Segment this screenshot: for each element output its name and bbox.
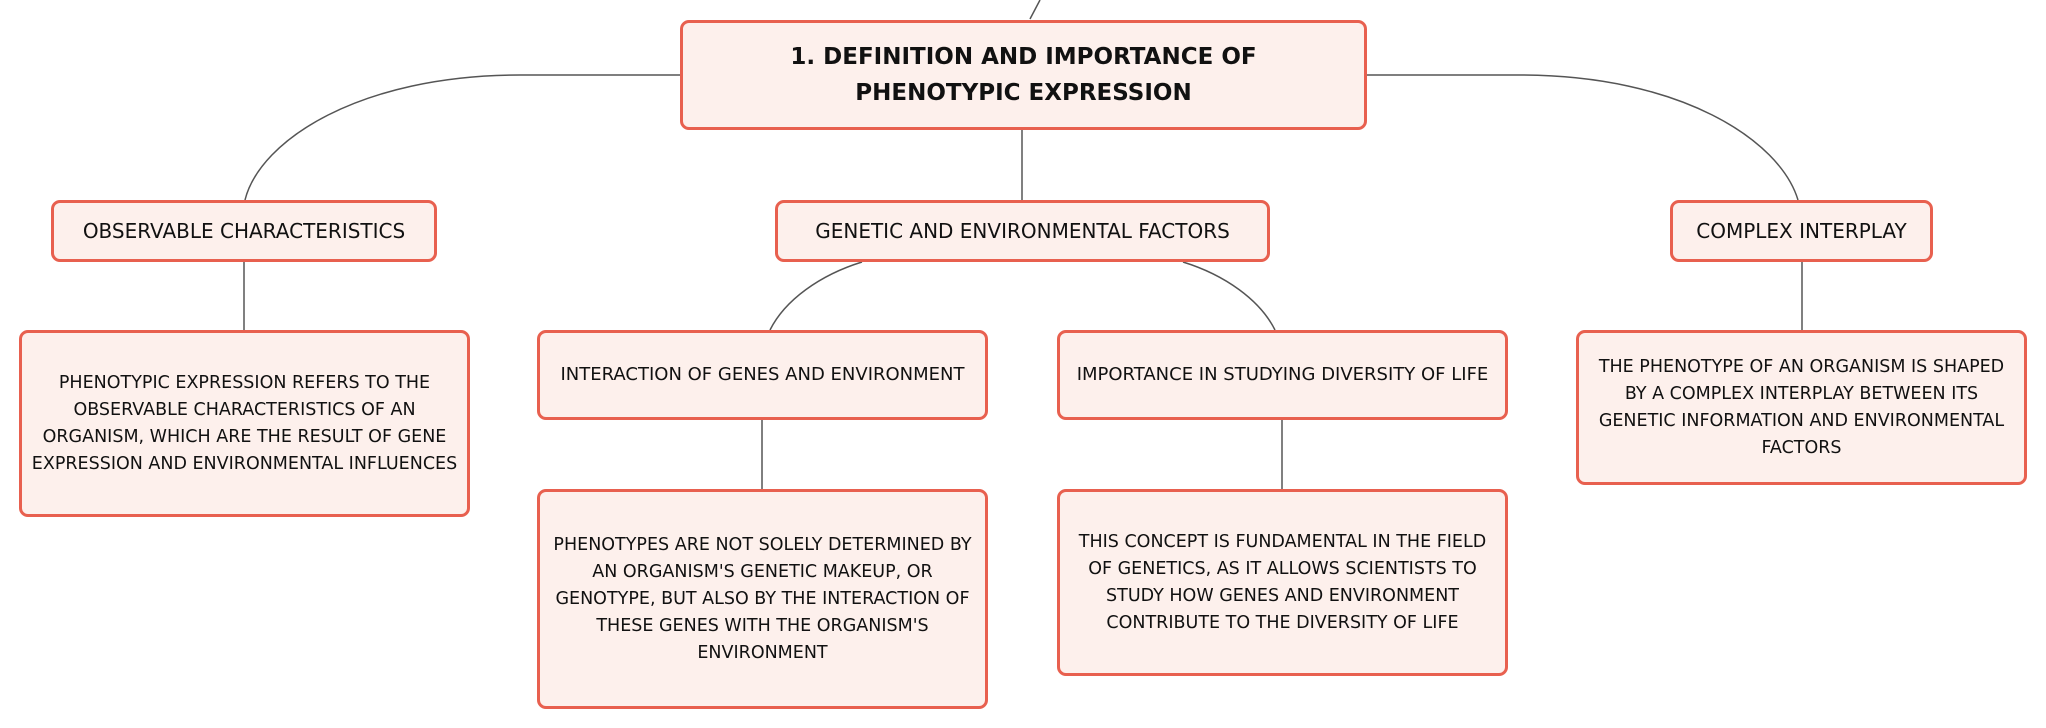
- interaction-genes-environment-label: INTERACTION OF GENES AND ENVIRONMENT: [560, 364, 965, 385]
- complex-interplay-label: COMPLEX INTERPLAY: [1696, 219, 1907, 243]
- observable-characteristics-detail-text: PHENOTYPIC EXPRESSION REFERS TO THE OBSERVABLE CHARACTERISTICS OF AN ORGANISM, WHICH ARE THE RESULT OF GENE EXPRESSION AND ENVIRONMENTAL INFLUENCES: [31, 372, 458, 474]
- importance-diversity-detail-text: THIS CONCEPT IS FUNDAMENTAL IN THE FIELD OF GENETICS, AS IT ALLOWS SCIENTISTS TO STUDY HOW GENES AND ENVIRONMENT CONTRIBUTE TO THE DIVERSITY OF LIFE: [1078, 531, 1487, 633]
- interaction-genes-environment-detail-node[interactable]: [537, 489, 988, 709]
- complex-interplay-detail-text: THE PHENOTYPE OF AN ORGANISM IS SHAPED BY A COMPLEX INTERPLAY BETWEEN ITS GENETIC INFORMATION AND ENVIRONMENTAL FACTORS: [1598, 356, 2005, 458]
- connector-root-observable: [245, 75, 680, 200]
- observable-characteristics-detail-node[interactable]: [19, 330, 470, 517]
- connector-factors-importance: [1183, 262, 1275, 330]
- root-topic-text: 1. DEFINITION AND IMPORTANCE OF PHENOTYPIC EXPRESSION: [790, 44, 1257, 106]
- genetic-environmental-factors-label: GENETIC AND ENVIRONMENTAL FACTORS: [815, 219, 1230, 243]
- interaction-genes-environment-detail-text: PHENOTYPES ARE NOT SOLELY DETERMINED BY AN ORGANISM'S GENETIC MAKEUP, OR GENOTYPE, BUT ALSO BY THE INTERACTION OF THESE GENES WITH THE ORGANISM'S ENVIRONMENT: [553, 534, 972, 663]
- importance-diversity-detail-node[interactable]: [1057, 489, 1508, 676]
- root-topic-node[interactable]: [680, 20, 1367, 130]
- connector-factors-interaction: [770, 262, 862, 330]
- importance-diversity-node[interactable]: [1057, 330, 1508, 420]
- connector-parent: [1030, 0, 1040, 19]
- observable-characteristics-node[interactable]: [51, 200, 437, 262]
- importance-diversity-label: IMPORTANCE IN STUDYING DIVERSITY OF LIFE: [1076, 364, 1489, 385]
- complex-interplay-detail-node[interactable]: [1576, 330, 2027, 485]
- connector-root-interplay: [1367, 75, 1798, 200]
- complex-interplay-node[interactable]: [1670, 200, 1933, 262]
- observable-characteristics-label: OBSERVABLE CHARACTERISTICS: [82, 219, 406, 243]
- interaction-genes-environment-node[interactable]: [537, 330, 988, 420]
- genetic-environmental-factors-node[interactable]: [775, 200, 1270, 262]
